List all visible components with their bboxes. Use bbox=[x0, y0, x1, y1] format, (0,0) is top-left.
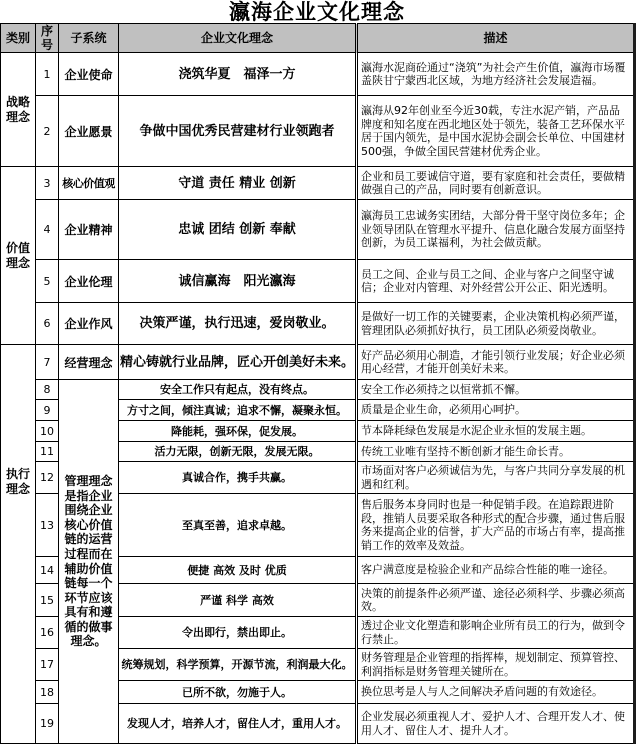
idea-cell: 发现人才，培养人才，留住人才，重用人才。 bbox=[119, 704, 357, 744]
description-cell: 企业发展必须重视人才、爱护人才、合理开发人才、使用人才、留住人才、提升人才。 bbox=[357, 704, 635, 744]
row-number: 6 bbox=[36, 303, 59, 345]
idea-cell: 浇筑华夏 福泽一方 bbox=[119, 53, 357, 96]
description-cell: 安全工作必须持之以恒常抓不懈。 bbox=[357, 380, 635, 400]
idea-cell: 统筹规划，科学预算，开源节流，利润最大化。 bbox=[119, 649, 357, 681]
header-subsystem: 子系统 bbox=[59, 24, 119, 53]
table-row bbox=[1, 200, 635, 260]
row-number: 8 bbox=[36, 380, 59, 400]
description-cell: 好产品必须用心制造，才能引领行业发展；好企业必须用心经营，才能开创美好未来。 bbox=[357, 345, 635, 380]
category-cell-execution: 执行理念 bbox=[1, 345, 36, 744]
idea-cell: 守道 责任 精业 创新 bbox=[119, 167, 357, 200]
row-number: 5 bbox=[36, 260, 59, 303]
description-cell: 市场面对客户必须诚信为先，与客户共同分享发展的机遇和红利。 bbox=[357, 462, 635, 494]
table-row bbox=[1, 303, 635, 345]
description-cell: 企业和员工要诚信守道，要有家庭和社会责任，要做精做强自己的产品，同时要有创新意识。 bbox=[357, 167, 635, 200]
subsystem-note-cell: 管理理念是指企业围绕企业核心价值链的运营过程而在辅助价值链每一个环节应该具有和遵循的做事理念。 bbox=[59, 380, 119, 744]
idea-cell: 决策严谨，执行迅速，爱岗敬业。 bbox=[119, 303, 357, 345]
row-number: 10 bbox=[36, 421, 59, 442]
header-category: 类别 bbox=[1, 24, 36, 53]
description-cell: 员工之间、企业与员工之间、企业与客户之间坚守诚信；企业对内管理、对外经营公开公正、阳光透明。 bbox=[357, 260, 635, 303]
row-number: 1 bbox=[36, 53, 59, 96]
table-row bbox=[1, 167, 635, 200]
subsystem-cell: 企业作风 bbox=[59, 303, 119, 345]
description-cell: 瀛海员工忠诚务实团结，大部分骨干坚守岗位多年；企业领导团队在管理水平提升、信息化融合发展方面坚持创新，为员工谋福利，为社会做贡献。 bbox=[357, 200, 635, 260]
row-number: 13 bbox=[36, 494, 59, 557]
row-number: 12 bbox=[36, 462, 59, 494]
idea-cell: 诚信赢海 阳光瀛海 bbox=[119, 260, 357, 303]
subsystem-cell: 核心价值观 bbox=[59, 167, 119, 200]
header-row bbox=[1, 24, 635, 53]
row-number: 19 bbox=[36, 704, 59, 744]
row-number: 14 bbox=[36, 557, 59, 584]
idea-cell: 精心铸就行业品牌，匠心开创美好未来。 bbox=[119, 345, 357, 380]
table-row bbox=[1, 345, 635, 380]
category-cell-value: 价值理念 bbox=[1, 167, 36, 345]
row-number: 3 bbox=[36, 167, 59, 200]
description-cell: 传统工业唯有坚持不断创新才能生命长青。 bbox=[357, 442, 635, 462]
table-row bbox=[1, 380, 635, 400]
page-title: 瀛海企业文化理念 bbox=[229, 0, 405, 24]
description-cell: 节本降耗绿色发展是水泥企业永恒的发展主题。 bbox=[357, 421, 635, 442]
idea-cell: 便捷 高效 及时 优质 bbox=[119, 557, 357, 584]
idea-cell: 真诚合作，携手共赢。 bbox=[119, 462, 357, 494]
idea-cell: 安全工作只有起点，没有终点。 bbox=[119, 380, 357, 400]
culture-table bbox=[0, 23, 636, 744]
row-number: 16 bbox=[36, 617, 59, 649]
idea-cell: 严谨 科学 高效 bbox=[119, 584, 357, 617]
idea-cell: 方寸之间，倾注真诚；追求不懈，凝聚永恒。 bbox=[119, 400, 357, 421]
idea-cell: 已所不欲，勿施于人。 bbox=[119, 681, 357, 704]
idea-cell: 至真至善，追求卓越。 bbox=[119, 494, 357, 557]
row-number: 11 bbox=[36, 442, 59, 462]
row-number: 7 bbox=[36, 345, 59, 380]
description-cell: 质量是企业生命，必须用心呵护。 bbox=[357, 400, 635, 421]
description-cell: 售后服务本身同时也是一种促销手段。在追踪跟进阶段，推销人员要采取各种形式的配合步骤，通过售后服务来提高企业的信誉，扩大产品的市场占有率，提高推销工作的效率及效益。 bbox=[357, 494, 635, 557]
table-row bbox=[1, 260, 635, 303]
row-number: 9 bbox=[36, 400, 59, 421]
subsystem-cell: 企业伦理 bbox=[59, 260, 119, 303]
row-number: 17 bbox=[36, 649, 59, 681]
description-cell: 换位思考是人与人之间解决矛盾问题的有效途径。 bbox=[357, 681, 635, 704]
idea-cell: 忠诚 团结 创新 奉献 bbox=[119, 200, 357, 260]
description-cell: 透过企业文化塑造和影响企业所有员工的行为，做到令行禁止。 bbox=[357, 617, 635, 649]
header-idea: 企业文化理念 bbox=[119, 24, 357, 53]
subsystem-cell: 企业使命 bbox=[59, 53, 119, 96]
row-number: 15 bbox=[36, 584, 59, 617]
idea-cell: 令出即行，禁出即止。 bbox=[119, 617, 357, 649]
description-cell: 财务管理是企业管理的指挥棒，规划制定、预算管控、利润指标是财务管理关键所在。 bbox=[357, 649, 635, 681]
header-number: 序号 bbox=[36, 24, 59, 53]
subsystem-cell: 企业精神 bbox=[59, 200, 119, 260]
description-cell: 瀛海从92年创业至今近30载，专注水泥产销，产品品牌度和知名度在西北地区处于领先，装备工艺环保水平居于国内领先，是中国水泥协会副会长单位、中国建材500强，争做全国民营建材优秀企业。 bbox=[357, 96, 635, 167]
description-cell: 瀛海水泥商砼通过“浇筑”为社会产生价值，瀛海市场覆盖陕甘宁蒙西北区域，为地方经济社会发展造福。 bbox=[357, 53, 635, 96]
row-number: 18 bbox=[36, 681, 59, 704]
idea-cell: 争做中国优秀民营建材行业领跑者 bbox=[119, 96, 357, 167]
header-description: 描述 bbox=[357, 24, 635, 53]
idea-cell: 降能耗，强环保，促发展。 bbox=[119, 421, 357, 442]
subsystem-cell: 经营理念 bbox=[59, 345, 119, 380]
idea-cell: 活力无限，创新无限，发展无限。 bbox=[119, 442, 357, 462]
description-cell: 是做好一切工作的关键要素，企业决策机构必须严谨，管理团队必须抓好执行，员工团队必须爱岗敬业。 bbox=[357, 303, 635, 345]
table-row bbox=[1, 53, 635, 96]
category-cell-strategy: 战略理念 bbox=[1, 53, 36, 167]
subsystem-cell: 企业愿景 bbox=[59, 96, 119, 167]
table-row bbox=[1, 96, 635, 167]
description-cell: 客户满意度是检验企业和产品综合性能的唯一途径。 bbox=[357, 557, 635, 584]
row-number: 4 bbox=[36, 200, 59, 260]
description-cell: 决策的前提条件必须严谨、途径必须科学、步骤必须高效。 bbox=[357, 584, 635, 617]
row-number: 2 bbox=[36, 96, 59, 167]
